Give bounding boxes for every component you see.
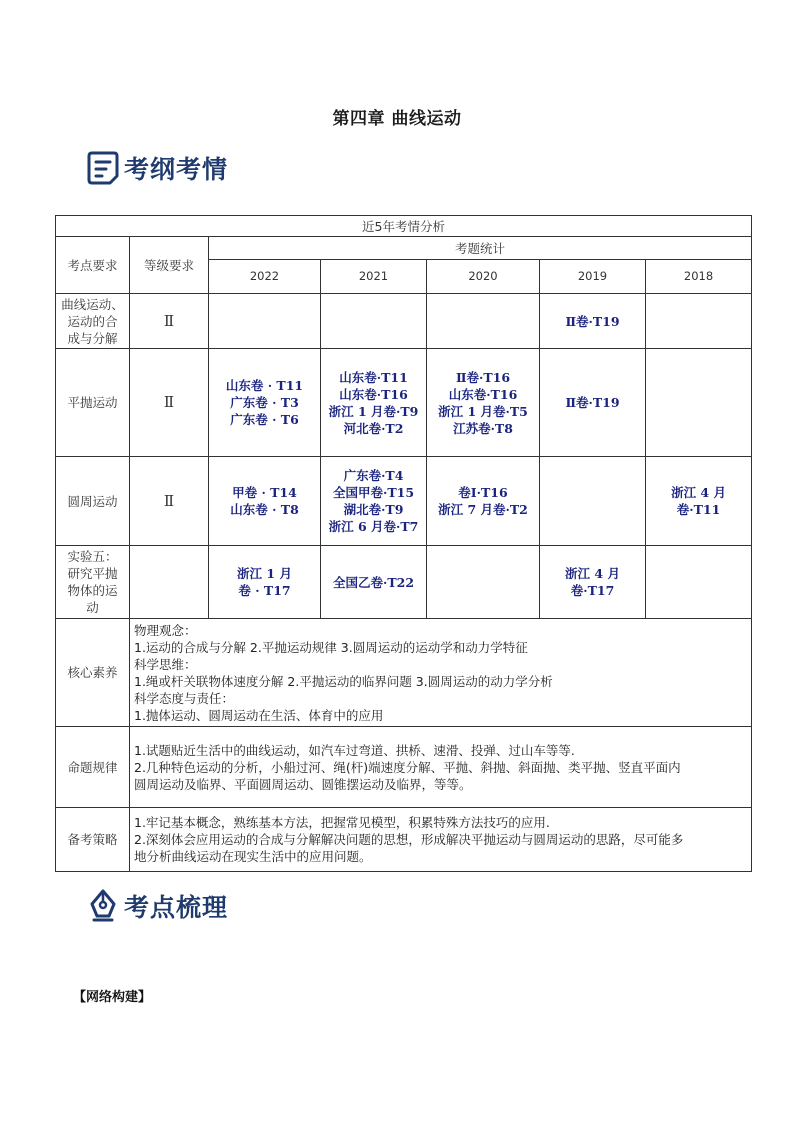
exam-reference: 广东卷 · T6 <box>230 412 299 427</box>
topic-cell <box>56 349 130 457</box>
exam-reference: 湖北卷·T9 <box>343 502 404 517</box>
exam-reference-cell <box>540 349 646 457</box>
topic-line: 曲线运动、 <box>61 296 124 312</box>
text-line: 2.深刻体会应用运动的合成与分解解决问题的思想，形成解决平抛运动与圆周运动的思路，尽可能多 <box>134 832 684 847</box>
exam-reference: 浙江 7 月卷·T2 <box>438 502 528 517</box>
topic-cell <box>56 294 130 349</box>
text-line: 圆周运动及临界、平面圆周运动、圆锥摆运动及临界，等等。 <box>134 776 472 792</box>
exam-reference: 浙江 4 月 <box>565 566 620 581</box>
text-line: 1.运动的合成与分解 2.平抛运动规律 3.圆周运动的运动学和动力学特征 <box>134 639 528 655</box>
topic-line: 运动的合 <box>67 313 118 329</box>
table-title: 近5年考情分析 <box>56 216 752 237</box>
network-construction-label: 【网络构建】 <box>73 990 152 1005</box>
exam-reference: 全国甲卷·T15 <box>332 485 415 500</box>
topic-cell <box>56 457 130 546</box>
topic-line: 研究平抛 <box>67 566 118 581</box>
exam-reference: 浙江 1 月 <box>237 566 292 581</box>
level-cell: Ⅱ <box>130 349 209 457</box>
exam-reference-cell <box>321 546 427 619</box>
text-line: 1.抛体运动、圆周运动在生活、体育中的应用 <box>134 707 384 723</box>
exam-reference-cell <box>321 349 427 457</box>
exam-reference: Ⅱ卷·T16 <box>455 369 511 385</box>
year-header: 2022 <box>209 260 321 294</box>
exam-reference-cell <box>646 546 752 619</box>
row-label-core: 核心素养 <box>56 619 130 727</box>
section-label: 考纲考情 <box>124 155 229 184</box>
section-label: 考点梳理 <box>124 893 229 922</box>
exam-reference-cell <box>321 457 427 546</box>
level-cell: Ⅱ <box>130 294 209 349</box>
exam-reference: 山东卷 · T11 <box>225 378 304 393</box>
exam-reference: 江苏卷·T8 <box>453 420 513 436</box>
topic-line: 圆周运动 <box>67 493 118 509</box>
text-line: 科学态度与责任： <box>134 690 235 706</box>
level-cell <box>130 546 209 619</box>
row-label-strategy: 备考策略 <box>56 808 130 872</box>
exam-reference: 卷 · T17 <box>238 583 291 598</box>
section-heading-key-points <box>86 886 228 926</box>
year-header: 2021 <box>321 260 427 294</box>
topic-line: 实验五： <box>67 549 118 564</box>
exam-reference: 山东卷·T16 <box>448 386 518 402</box>
level-cell: Ⅱ <box>130 457 209 546</box>
table-row <box>56 349 752 457</box>
year-header: 2019 <box>540 260 646 294</box>
exam-analysis-table <box>55 215 752 872</box>
topic-line: 平抛运动 <box>67 395 118 410</box>
exam-reference: 广东卷 · T3 <box>230 395 299 410</box>
text-line: 地分析曲线运动在现实生活中的应用问题。 <box>134 849 372 864</box>
topic-cell <box>56 546 130 619</box>
exam-reference-cell <box>209 457 321 546</box>
text-line: 物理观念： <box>134 622 197 638</box>
exam-reference-cell <box>427 546 540 619</box>
page-title: 第四章 曲线运动 <box>332 109 462 129</box>
exam-reference: 浙江 1 月卷·T5 <box>438 403 528 419</box>
topic-line: 动 <box>86 600 99 615</box>
table-row <box>56 457 752 546</box>
topic-line: 成与分解 <box>67 330 118 346</box>
exam-reference-cell <box>209 349 321 457</box>
exam-reference: 广东卷·T4 <box>343 468 404 483</box>
exam-reference: 山东卷 · T8 <box>230 502 299 517</box>
exam-reference: 卷·T11 <box>676 502 721 517</box>
exam-reference-cell <box>540 294 646 349</box>
exam-reference: 卷Ⅰ·T16 <box>458 485 508 500</box>
header-level: 等级要求 <box>130 237 209 294</box>
exam-reference-cell <box>209 294 321 349</box>
exam-reference-cell <box>540 457 646 546</box>
year-header: 2020 <box>427 260 540 294</box>
text-line: 2.几种特色运动的分析，小船过河、绳(杆)端速度分解、平抛、斜抛、斜面抛、类平抛、竖直平面内 <box>134 759 681 775</box>
exam-reference: 卷·T17 <box>570 583 615 598</box>
table-row <box>56 546 752 619</box>
exam-reference: Ⅱ卷·T19 <box>565 395 620 410</box>
exam-reference: 甲卷 · T14 <box>232 485 297 500</box>
exam-reference-cell <box>540 546 646 619</box>
core-literacy-text <box>130 619 752 727</box>
exam-reference: 浙江 1 月卷·T9 <box>328 403 419 419</box>
year-header: 2018 <box>646 260 752 294</box>
table-row <box>56 294 752 349</box>
text-line: 1.牢记基本概念，熟练基本方法，把握常见模型，积累特殊方法技巧的应用. <box>134 815 550 830</box>
text-line: 1.绳或杆关联物体速度分解 2.平抛运动的临界问题 3.圆周运动的动力学分析 <box>134 673 553 689</box>
text-line: 1.试题贴近生活中的曲线运动，如汽车过弯道、拱桥、速滑、投弹、过山车等等. <box>134 742 575 758</box>
exam-reference: 河北卷·T2 <box>343 420 404 436</box>
header-stats: 考题统计 <box>209 237 752 260</box>
exam-reference: 山东卷·T16 <box>339 386 408 402</box>
exam-reference-cell <box>427 294 540 349</box>
exam-reference: 浙江 6 月卷·T7 <box>328 519 419 534</box>
exam-reference-cell <box>646 457 752 546</box>
exam-reference-cell <box>209 546 321 619</box>
exam-reference-cell <box>427 457 540 546</box>
proposition-rules-text <box>130 727 752 808</box>
exam-reference-cell <box>646 349 752 457</box>
exam-reference: Ⅱ卷·T19 <box>565 313 620 329</box>
pen-nib-icon <box>86 888 120 924</box>
prep-strategy-text <box>130 808 752 872</box>
exam-reference-cell <box>646 294 752 349</box>
topic-line: 物体的运 <box>67 583 118 598</box>
text-line: 科学思维： <box>134 656 197 672</box>
exam-reference: 山东卷·T11 <box>339 369 408 385</box>
header-topic: 考点要求 <box>56 237 130 294</box>
exam-reference: 全国乙卷·T22 <box>332 574 415 590</box>
exam-reference-cell <box>321 294 427 349</box>
row-label-rules: 命题规律 <box>56 727 130 808</box>
exam-reference: 浙江 4 月 <box>671 485 726 500</box>
exam-reference-cell <box>427 349 540 457</box>
document-list-icon <box>86 150 120 186</box>
section-heading-exam-outline <box>86 148 228 188</box>
